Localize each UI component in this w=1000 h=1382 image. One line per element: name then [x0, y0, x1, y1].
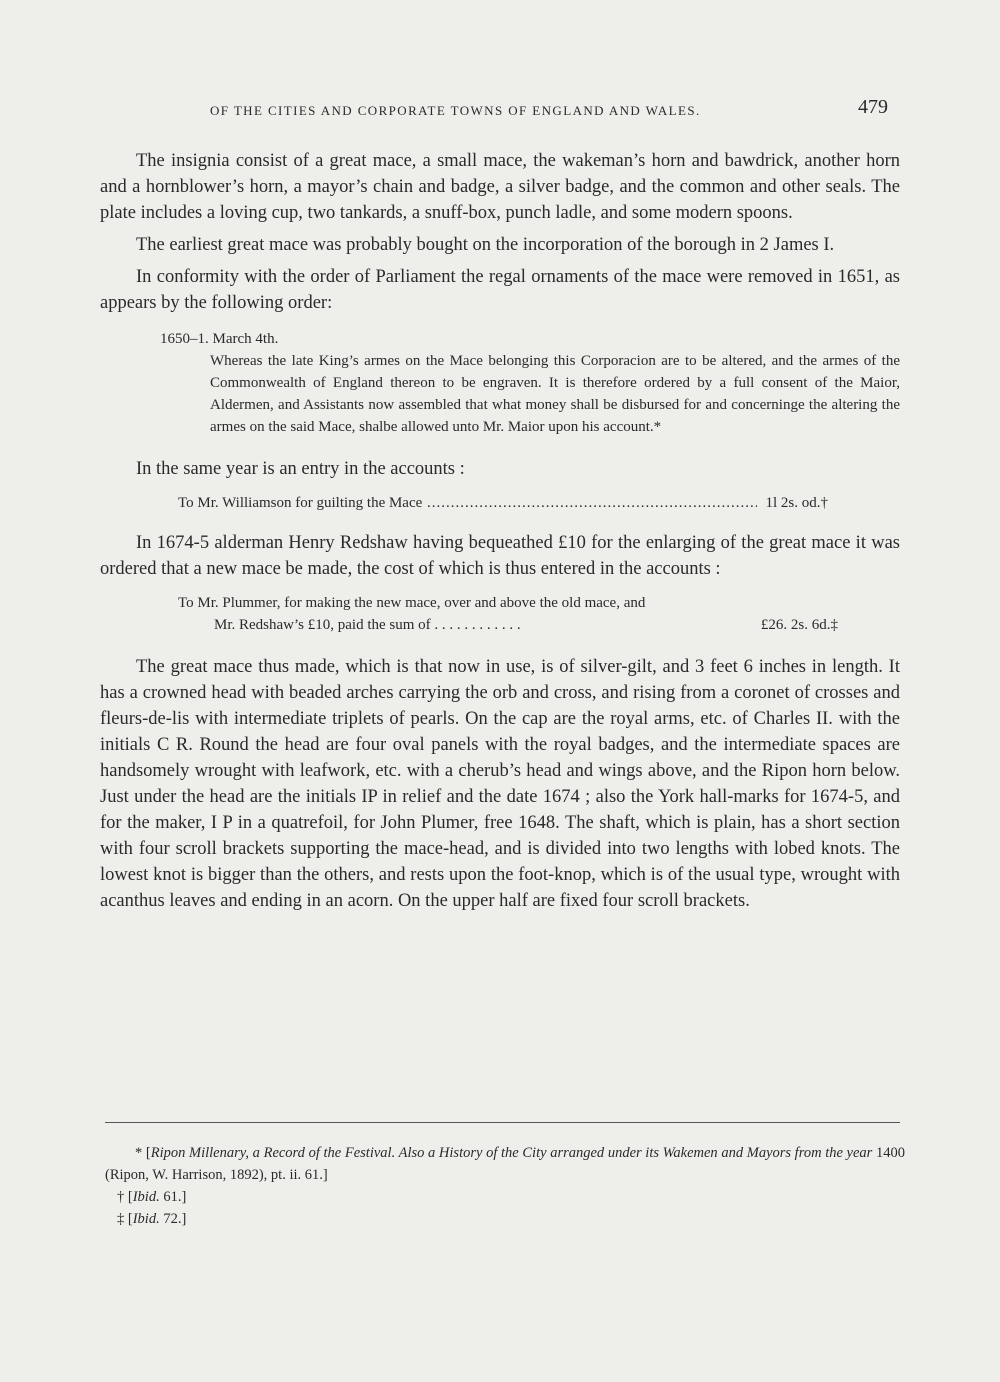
footnote-1	[105, 1142, 905, 1186]
account-entry-williamson	[178, 492, 828, 514]
account-entry-plummer	[178, 592, 838, 636]
order-text: Whereas the late King’s armes on the Mace belonging this Corporacion are to be altered, and the armes of the Commonwealth of England thereon to be engraven. It is therefore ordered by a full consent of the Maior, Aldermen, and Assistants now assembled that what money shall be disbursed for and concerninge the altering the armes on the said Mace, shalbe allowed unto Mr. Maior upon his account.*	[210, 353, 900, 435]
paragraph-same-year: In the same year is an entry in the accounts :	[136, 459, 465, 479]
running-head: OF THE CITIES AND CORPORATE TOWNS OF ENGLAND AND WALES.	[210, 103, 701, 118]
footnote-1-rest: 1400 (Ripon, W. Harrison, 1892), pt. ii. 61.]	[105, 1145, 905, 1183]
body-text	[100, 148, 900, 914]
paragraph-great-mace: The great mace thus made, which is that now in use, is of silver-gilt, and 3 feet 6 inches in length. It has a crowned head with beaded arches carrying the orb and cross, and rising from a coronet of crosses and fleurs-de-lis with intermediate triplets of pearls. On the cap are the royal arms, etc. of Charles II. with the initials C R. Round the head are four oval panels with the royal badges, and the intermediate spaces are handsomely wrought with leafwork, etc. with a cherub’s head and wings above, and the Ripon horn below. Just under the head are the initials IP in relief and the date 1674 ; also the York hall-marks for 1674-5, and for the maker, I P in a quatrefoil, for John Plumer, free 1648. The shaft, which is plain, has a short section with four scroll brackets supporting the mace-head, and is divided into two lengths with lobed knots. The lowest knot is bigger than the others, and rests upon the foot-knop, which is of the usual type, wrought with acanthus leaves and ending in an acorn. On the upper half are fixed four scroll brackets.	[100, 657, 900, 911]
paragraph-conformity: In conformity with the order of Parliament the regal ornaments of the mace were removed in 1651, as appears by the following order:	[100, 267, 900, 313]
footnote-3-mark: ‡ [	[117, 1211, 133, 1227]
paragraph-insignia: The insignia consist of a great mace, a small mace, the wakeman’s horn and bawdrick, another horn and a hornblower’s horn, a mayor’s chain and badge, a silver badge, and the common and other seals. The plate includes a loving cup, two tankards, a snuff-box, punch ladle, and some modern spoons.	[100, 151, 900, 223]
account-entry-text: To Mr. Williamson for guilting the Mace .....	[178, 492, 757, 514]
account-entry-line1: To Mr. Plummer, for making the new mace, over and above the old mace, and	[178, 595, 646, 611]
footnote-2-rest: 61.]	[159, 1189, 187, 1205]
paragraph-redshaw: In 1674-5 alderman Henry Redshaw having bequeathed £10 for the enlarging of the great mace it was ordered that a new mace be made, the cost of which is thus entered in the accounts :	[100, 533, 900, 579]
account-entry-amount: £26. 2s. 6d.‡	[760, 617, 838, 633]
account-entry-line2-row	[178, 614, 838, 636]
account-entry-line2: Mr. Redshaw’s £10, paid the sum of . . . . . . . . . . . .	[214, 617, 521, 633]
footnote-1-mark: * [	[135, 1145, 151, 1161]
footnote-rule	[105, 1122, 900, 1123]
footnote-1-title: Ripon Millenary, a Record of the Festival. Also a History of the City arranged under its Wakemen and Mayors from the year	[150, 1145, 873, 1161]
order-date: 1650–1. March 4th.	[160, 331, 279, 347]
paragraph-earliest-mace: The earliest great mace was probably bought on the incorporation of the borough in 2 James I.	[136, 235, 835, 255]
footnote-3	[105, 1208, 905, 1230]
order-quote	[160, 328, 900, 438]
footnote-3-rest: 72.]	[159, 1211, 187, 1227]
footnotes	[105, 1142, 905, 1230]
footnote-2-ibid: Ibid.	[132, 1189, 160, 1205]
footnote-2	[105, 1186, 905, 1208]
account-entry-amount: 1l 2s. od.†	[765, 495, 828, 511]
footnote-2-mark: † [	[117, 1189, 133, 1205]
page-number: 479	[858, 96, 888, 118]
footnote-3-ibid: Ibid.	[132, 1211, 160, 1227]
